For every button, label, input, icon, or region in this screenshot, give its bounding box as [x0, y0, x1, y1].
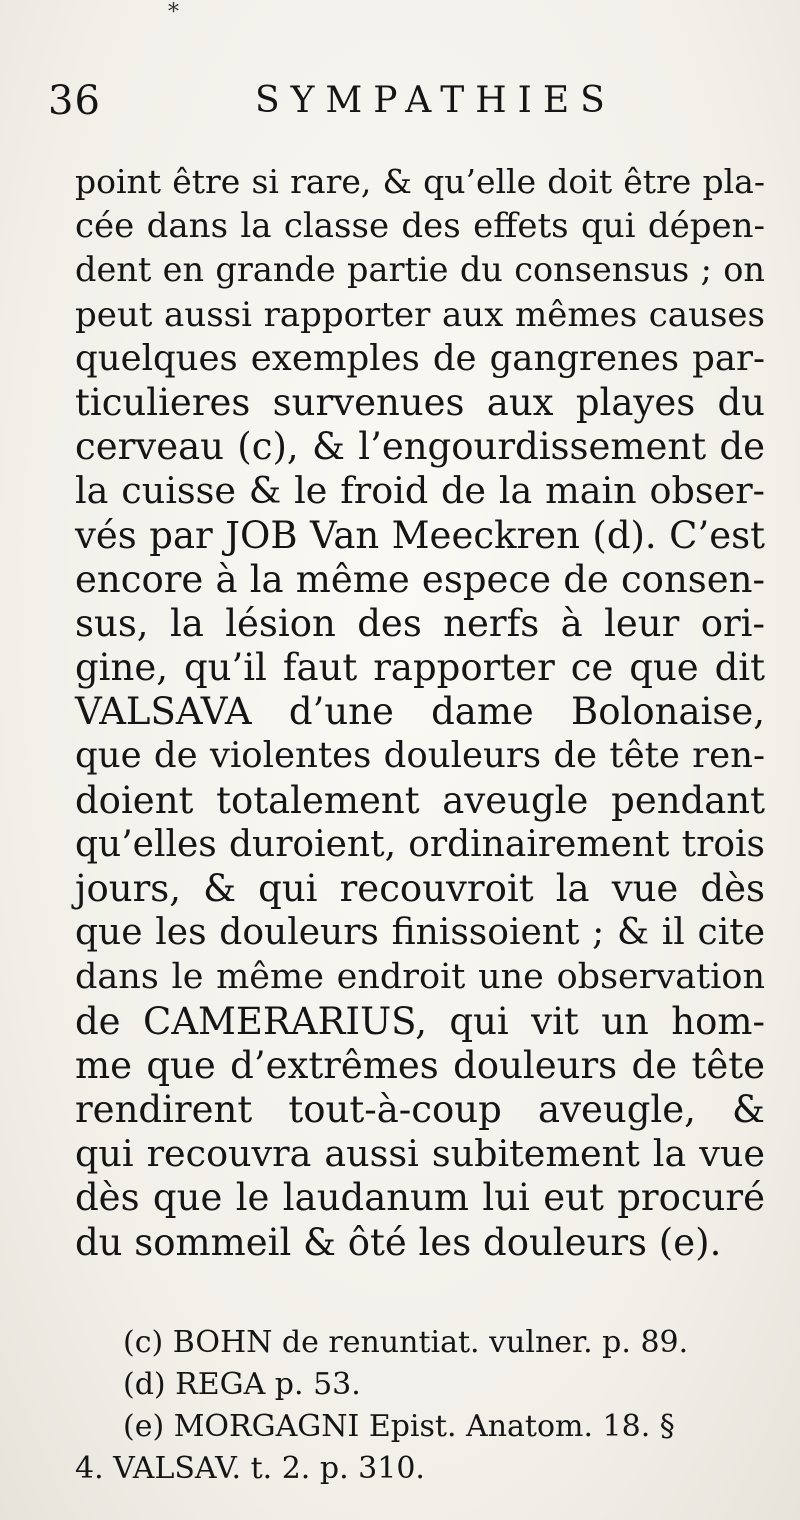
text-line: me que d’extrêmes douleurs de tête: [75, 1043, 765, 1087]
text-line: qui recouvra aussi subitement la vue: [75, 1132, 765, 1176]
text-line: encore à la même espece de consen-: [75, 557, 765, 601]
footnote-e: (e) MORGAGNI Epist. Anatom. 18. §: [123, 1409, 675, 1444]
text-line: du sommeil & ôté les douleurs (e).: [75, 1220, 722, 1264]
footnote-c: (c) BOHN de renuntiat. vulner. p. 89.: [123, 1325, 689, 1360]
text-line: de CAMERARIUS, qui vit un hom-: [75, 999, 765, 1043]
stray-mark: *: [168, 0, 179, 25]
page-header: [40, 78, 760, 128]
text-line: dent en grande partie du consensus ; on: [75, 250, 765, 290]
text-line: jours, & qui recouvroit la vue dès: [75, 867, 765, 910]
running-title: SYMPATHIES: [255, 80, 616, 121]
text-line: point être si rare, & qu’elle doit être pla-: [75, 162, 765, 201]
text-line: rendirent tout-à-coup aveugle, &: [75, 1087, 765, 1131]
page-number: 36: [48, 78, 101, 124]
text-line: que les douleurs finissoient ; & il cite: [75, 912, 765, 954]
text-line: cée dans la classe des effets qui dépen-: [75, 206, 765, 247]
text-line: cerveau (c), & l’engourdissement de: [75, 425, 765, 469]
footnote-d: (d) REGA p. 53.: [123, 1367, 361, 1402]
text-line: ticulieres survenues aux playes du: [75, 380, 765, 424]
text-line: VALSAVA d’une dame Bolonaise,: [75, 690, 765, 734]
text-line: la cuisse & le froid de la main obser-: [75, 469, 765, 513]
body-text: [75, 160, 765, 1265]
text-line: quelques exemples de gangrenes par-: [75, 337, 765, 379]
text-line: qu’elles duroient, ordinairement trois: [75, 823, 765, 865]
text-line: que de violentes douleurs de tête ren-: [75, 735, 765, 777]
text-line: gine, qu’il faut rapporter ce que dit: [75, 646, 765, 690]
text-line: dans le même endroit une observation: [75, 957, 765, 998]
text-line: vés par JOB Van Meeckren (d). C’est: [75, 513, 765, 557]
text-line: peut aussi rapporter aux mêmes causes: [75, 294, 765, 335]
text-line: sus, la lésion des nerfs à leur ori-: [75, 601, 765, 645]
footnotes: [75, 1322, 765, 1490]
text-line: doient totalement aveugle pendant: [75, 778, 765, 822]
text-line: dès que le laudanum lui eut procuré: [75, 1176, 765, 1220]
footnote-e-continued: 4. VALSAV. t. 2. p. 310.: [75, 1451, 425, 1486]
